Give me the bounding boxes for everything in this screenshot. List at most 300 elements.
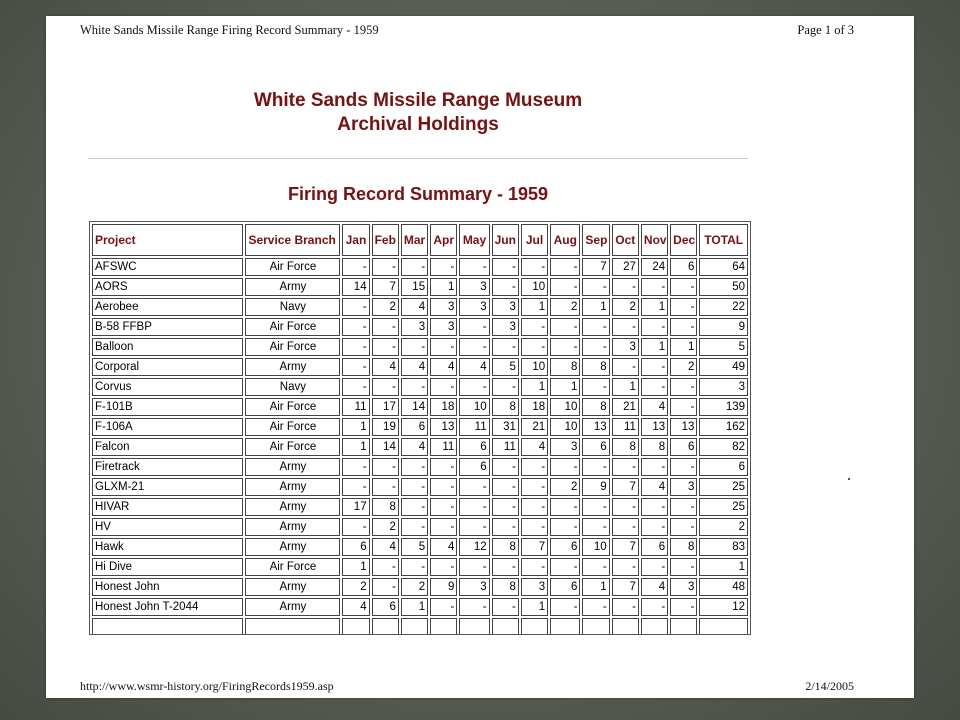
month-count-cell: - (670, 278, 697, 296)
month-count-cell: - (612, 518, 639, 536)
table-row (92, 358, 748, 376)
empty-cell (612, 618, 639, 635)
total-cell: 48 (699, 578, 748, 596)
empty-cell (521, 618, 548, 635)
total-cell: 1 (699, 558, 748, 576)
month-count-cell: 5 (401, 538, 428, 556)
month-count-cell: - (641, 378, 668, 396)
month-count-cell: - (372, 258, 399, 276)
month-count-cell: 7 (582, 258, 609, 276)
empty-cell (92, 618, 243, 635)
month-count-cell: - (401, 458, 428, 476)
service-branch-cell: Air Force (245, 318, 340, 336)
month-count-cell: 6 (641, 538, 668, 556)
month-count-cell: 10 (582, 538, 609, 556)
month-count-cell: - (342, 298, 369, 316)
month-count-cell: 3 (670, 478, 697, 496)
month-count-cell: 2 (612, 298, 639, 316)
total-cell: 83 (699, 538, 748, 556)
month-count-cell: - (492, 258, 519, 276)
service-branch-cell: Army (245, 538, 340, 556)
month-count-cell: 4 (641, 578, 668, 596)
month-count-cell: - (492, 378, 519, 396)
month-count-cell: - (670, 498, 697, 516)
month-count-cell: - (342, 358, 369, 376)
empty-cell (582, 618, 609, 635)
month-count-cell: 24 (641, 258, 668, 276)
month-count-cell: - (342, 458, 369, 476)
month-count-cell: - (372, 458, 399, 476)
project-cell: Honest John T-2044 (92, 598, 243, 616)
total-cell: 3 (699, 378, 748, 396)
month-count-cell: - (550, 558, 580, 576)
month-count-cell: - (372, 318, 399, 336)
column-header-dec: Dec (670, 224, 697, 256)
service-branch-cell: Army (245, 598, 340, 616)
month-count-cell: - (342, 318, 369, 336)
empty-cell (245, 618, 340, 635)
month-count-cell: 10 (521, 278, 548, 296)
column-header-may: May (459, 224, 489, 256)
month-count-cell: - (342, 258, 369, 276)
month-count-cell: 1 (430, 278, 457, 296)
month-count-cell: 21 (521, 418, 548, 436)
month-count-cell: 4 (521, 438, 548, 456)
total-cell: 25 (699, 498, 748, 516)
month-count-cell: - (641, 518, 668, 536)
table-row (92, 258, 748, 276)
month-count-cell: 7 (612, 538, 639, 556)
month-count-cell: - (550, 318, 580, 336)
month-count-cell: - (582, 598, 609, 616)
project-cell: B-58 FFBP (92, 318, 243, 336)
month-count-cell: - (372, 378, 399, 396)
empty-cell (430, 618, 457, 635)
title-divider (88, 158, 748, 159)
month-count-cell: - (641, 598, 668, 616)
month-count-cell: - (492, 598, 519, 616)
table-row (92, 398, 748, 416)
month-count-cell: - (670, 298, 697, 316)
month-count-cell: 18 (521, 398, 548, 416)
month-count-cell: - (641, 278, 668, 296)
service-branch-cell: Army (245, 278, 340, 296)
table-row (92, 298, 748, 316)
month-count-cell: - (521, 518, 548, 536)
month-count-cell: - (612, 278, 639, 296)
month-count-cell: 21 (612, 398, 639, 416)
month-count-cell: - (430, 458, 457, 476)
month-count-cell: - (342, 478, 369, 496)
column-header-project: Project (92, 224, 243, 256)
table-header-row (92, 224, 748, 256)
month-count-cell: - (670, 318, 697, 336)
month-count-cell: 2 (342, 578, 369, 596)
total-cell: 49 (699, 358, 748, 376)
total-cell: 6 (699, 458, 748, 476)
month-count-cell: 9 (582, 478, 609, 496)
month-count-cell: - (641, 458, 668, 476)
project-cell: Corvus (92, 378, 243, 396)
month-count-cell: 8 (372, 498, 399, 516)
month-count-cell: 6 (342, 538, 369, 556)
month-count-cell: - (550, 498, 580, 516)
month-count-cell: - (459, 518, 489, 536)
month-count-cell: 13 (641, 418, 668, 436)
month-count-cell: 4 (641, 478, 668, 496)
month-count-cell: - (459, 378, 489, 396)
project-cell: Hi Dive (92, 558, 243, 576)
month-count-cell: 2 (372, 298, 399, 316)
month-count-cell: 4 (641, 398, 668, 416)
month-count-cell: - (372, 578, 399, 596)
month-count-cell: 1 (342, 558, 369, 576)
month-count-cell: 10 (550, 418, 580, 436)
table-row (92, 318, 748, 336)
month-count-cell: - (430, 258, 457, 276)
month-count-cell: 2 (670, 358, 697, 376)
service-branch-cell: Army (245, 458, 340, 476)
month-count-cell: 4 (430, 358, 457, 376)
project-cell: Honest John (92, 578, 243, 596)
service-branch-cell: Air Force (245, 258, 340, 276)
month-count-cell: 11 (492, 438, 519, 456)
month-count-cell: - (641, 558, 668, 576)
service-branch-cell: Navy (245, 378, 340, 396)
total-cell: 50 (699, 278, 748, 296)
table-row (92, 478, 748, 496)
month-count-cell: 4 (372, 358, 399, 376)
month-count-cell: 10 (459, 398, 489, 416)
empty-cell (699, 618, 748, 635)
table-row (92, 578, 748, 596)
month-count-cell: 3 (430, 298, 457, 316)
month-count-cell: - (521, 458, 548, 476)
month-count-cell: 1 (521, 598, 548, 616)
month-count-cell: 1 (550, 378, 580, 396)
project-cell: Corporal (92, 358, 243, 376)
month-count-cell: 3 (492, 318, 519, 336)
project-cell: F-106A (92, 418, 243, 436)
month-count-cell: 8 (550, 358, 580, 376)
month-count-cell: 6 (372, 598, 399, 616)
table-row (92, 538, 748, 556)
print-header-title: White Sands Missile Range Firing Record Summary - 1959 (80, 23, 379, 37)
month-count-cell: - (641, 358, 668, 376)
month-count-cell: 17 (372, 398, 399, 416)
month-count-cell: - (521, 318, 548, 336)
month-count-cell: - (550, 278, 580, 296)
project-cell: Hawk (92, 538, 243, 556)
project-cell: AFSWC (92, 258, 243, 276)
month-count-cell: 3 (612, 338, 639, 356)
month-count-cell: 15 (401, 278, 428, 296)
month-count-cell: 8 (641, 438, 668, 456)
month-count-cell: - (342, 378, 369, 396)
project-cell: Balloon (92, 338, 243, 356)
month-count-cell: - (459, 258, 489, 276)
month-count-cell: - (550, 258, 580, 276)
service-branch-cell: Air Force (245, 438, 340, 456)
table-row (92, 518, 748, 536)
print-footer-date: 2/14/2005 (805, 679, 854, 693)
month-count-cell: - (582, 338, 609, 356)
month-count-cell: 3 (401, 318, 428, 336)
month-count-cell: 7 (372, 278, 399, 296)
empty-cell (670, 618, 697, 635)
print-footer-url: http://www.wsmr-history.org/FiringRecords1959.asp (80, 679, 334, 693)
month-count-cell: - (401, 378, 428, 396)
month-count-cell: 5 (492, 358, 519, 376)
column-header-service-branch: Service Branch (245, 224, 340, 256)
month-count-cell: 7 (521, 538, 548, 556)
table-row (92, 558, 748, 576)
month-count-cell: 3 (459, 278, 489, 296)
month-count-cell: 3 (459, 298, 489, 316)
column-header-nov: Nov (641, 224, 668, 256)
service-branch-cell: Army (245, 578, 340, 596)
month-count-cell: - (492, 518, 519, 536)
summary-title: Firing Record Summary - 1959 (287, 184, 549, 204)
month-count-cell: - (492, 478, 519, 496)
month-count-cell: - (401, 478, 428, 496)
month-count-cell: 1 (521, 378, 548, 396)
empty-cell (372, 618, 399, 635)
month-count-cell: - (492, 338, 519, 356)
total-cell: 82 (699, 438, 748, 456)
month-count-cell: - (459, 318, 489, 336)
month-count-cell: 4 (401, 438, 428, 456)
month-count-cell: 6 (670, 438, 697, 456)
month-count-cell: - (612, 558, 639, 576)
archival-subtitle: Archival Holdings (337, 114, 499, 135)
month-count-cell: - (372, 338, 399, 356)
month-count-cell: 1 (670, 338, 697, 356)
month-count-cell: - (459, 338, 489, 356)
month-count-cell: 1 (521, 298, 548, 316)
month-count-cell: - (550, 338, 580, 356)
column-header-jan: Jan (342, 224, 369, 256)
month-count-cell: 17 (342, 498, 369, 516)
month-count-cell: - (521, 258, 548, 276)
month-count-cell: 14 (372, 438, 399, 456)
month-count-cell: - (459, 498, 489, 516)
month-count-cell: 4 (372, 538, 399, 556)
project-cell: F-101B (92, 398, 243, 416)
month-count-cell: - (612, 318, 639, 336)
month-count-cell: 10 (550, 398, 580, 416)
month-count-cell: - (401, 498, 428, 516)
month-count-cell: - (430, 478, 457, 496)
project-cell: Aerobee (92, 298, 243, 316)
month-count-cell: 10 (521, 358, 548, 376)
project-cell: HV (92, 518, 243, 536)
month-count-cell: - (521, 478, 548, 496)
museum-title: White Sands Missile Range Museum (253, 90, 583, 111)
table-body (92, 258, 748, 635)
month-count-cell: - (459, 478, 489, 496)
month-count-cell: 1 (612, 378, 639, 396)
month-count-cell: 13 (670, 418, 697, 436)
project-cell: HIVAR (92, 498, 243, 516)
scan-speck (848, 478, 850, 480)
month-count-cell: 3 (521, 578, 548, 596)
month-count-cell: - (430, 338, 457, 356)
month-count-cell: - (521, 558, 548, 576)
month-count-cell: 7 (612, 478, 639, 496)
month-count-cell: 6 (550, 578, 580, 596)
month-count-cell: - (430, 498, 457, 516)
table-row (92, 498, 748, 516)
month-count-cell: - (492, 498, 519, 516)
month-count-cell: - (372, 558, 399, 576)
month-count-cell: 1 (342, 418, 369, 436)
column-header-oct: Oct (612, 224, 639, 256)
month-count-cell: 3 (670, 578, 697, 596)
month-count-cell: 3 (492, 298, 519, 316)
firing-record-table (90, 222, 750, 635)
service-branch-cell: Air Force (245, 338, 340, 356)
month-count-cell: - (430, 598, 457, 616)
table-row (92, 378, 748, 396)
month-count-cell: - (641, 498, 668, 516)
empty-cell (550, 618, 580, 635)
total-cell: 2 (699, 518, 748, 536)
month-count-cell: - (550, 458, 580, 476)
month-count-cell: - (401, 518, 428, 536)
month-count-cell: 4 (401, 358, 428, 376)
month-count-cell: - (670, 558, 697, 576)
month-count-cell: 2 (550, 478, 580, 496)
month-count-cell: 3 (550, 438, 580, 456)
service-branch-cell: Army (245, 498, 340, 516)
month-count-cell: 4 (459, 358, 489, 376)
month-count-cell: - (670, 518, 697, 536)
month-count-cell: - (430, 558, 457, 576)
print-header-page-number: Page 1 of 3 (797, 23, 854, 37)
column-header-aug: Aug (550, 224, 580, 256)
month-count-cell: 19 (372, 418, 399, 436)
month-count-cell: 3 (459, 578, 489, 596)
firing-record-table-container (89, 221, 751, 635)
month-count-cell: - (582, 498, 609, 516)
column-header-jul: Jul (521, 224, 548, 256)
month-count-cell: 6 (582, 438, 609, 456)
month-count-cell: - (550, 598, 580, 616)
month-count-cell: - (401, 558, 428, 576)
scanned-document-page (46, 16, 914, 698)
month-count-cell: - (521, 338, 548, 356)
month-count-cell: 4 (401, 298, 428, 316)
month-count-cell: - (582, 318, 609, 336)
column-header-mar: Mar (401, 224, 428, 256)
month-count-cell: - (582, 458, 609, 476)
month-count-cell: 8 (492, 538, 519, 556)
month-count-cell: - (582, 518, 609, 536)
month-count-cell: 11 (459, 418, 489, 436)
service-branch-cell: Air Force (245, 558, 340, 576)
table-row (92, 278, 748, 296)
month-count-cell: - (550, 518, 580, 536)
month-count-cell: 13 (430, 418, 457, 436)
month-count-cell: 6 (550, 538, 580, 556)
month-count-cell: 14 (401, 398, 428, 416)
month-count-cell: - (670, 458, 697, 476)
total-cell: 139 (699, 398, 748, 416)
empty-cell (641, 618, 668, 635)
empty-cell (459, 618, 489, 635)
month-count-cell: 14 (342, 278, 369, 296)
month-count-cell: - (342, 338, 369, 356)
month-count-cell: 8 (582, 358, 609, 376)
empty-cell (492, 618, 519, 635)
month-count-cell: - (582, 558, 609, 576)
month-count-cell: - (641, 318, 668, 336)
table-row (92, 438, 748, 456)
month-count-cell: - (430, 518, 457, 536)
month-count-cell: 1 (582, 578, 609, 596)
column-header-total: TOTAL (699, 224, 748, 256)
month-count-cell: - (670, 398, 697, 416)
month-count-cell: 8 (582, 398, 609, 416)
column-header-apr: Apr (430, 224, 457, 256)
month-count-cell: 6 (401, 418, 428, 436)
service-branch-cell: Navy (245, 298, 340, 316)
month-count-cell: 8 (492, 398, 519, 416)
month-count-cell: 31 (492, 418, 519, 436)
service-branch-cell: Army (245, 518, 340, 536)
column-header-sep: Sep (582, 224, 609, 256)
total-cell: 22 (699, 298, 748, 316)
month-count-cell: 1 (401, 598, 428, 616)
month-count-cell: - (430, 378, 457, 396)
service-branch-cell: Army (245, 478, 340, 496)
column-header-feb: Feb (372, 224, 399, 256)
month-count-cell: 1 (342, 438, 369, 456)
month-count-cell: - (492, 278, 519, 296)
month-count-cell: 2 (401, 578, 428, 596)
month-count-cell: - (401, 338, 428, 356)
month-count-cell: 27 (612, 258, 639, 276)
project-cell: AORS (92, 278, 243, 296)
empty-cell (342, 618, 369, 635)
service-branch-cell: Army (245, 358, 340, 376)
month-count-cell: 12 (459, 538, 489, 556)
month-count-cell: 7 (612, 578, 639, 596)
month-count-cell: - (612, 458, 639, 476)
total-cell: 64 (699, 258, 748, 276)
month-count-cell: 1 (641, 338, 668, 356)
month-count-cell: - (521, 498, 548, 516)
total-cell: 9 (699, 318, 748, 336)
month-count-cell: - (612, 498, 639, 516)
month-count-cell: - (670, 598, 697, 616)
total-cell: 25 (699, 478, 748, 496)
month-count-cell: - (342, 518, 369, 536)
month-count-cell: - (582, 378, 609, 396)
month-count-cell: - (612, 598, 639, 616)
month-count-cell: - (582, 278, 609, 296)
month-count-cell: 11 (342, 398, 369, 416)
month-count-cell: 13 (582, 418, 609, 436)
month-count-cell: 11 (612, 418, 639, 436)
month-count-cell: - (401, 258, 428, 276)
month-count-cell: 11 (430, 438, 457, 456)
table-row (92, 458, 748, 476)
month-count-cell: - (459, 558, 489, 576)
month-count-cell: 18 (430, 398, 457, 416)
table-row (92, 418, 748, 436)
